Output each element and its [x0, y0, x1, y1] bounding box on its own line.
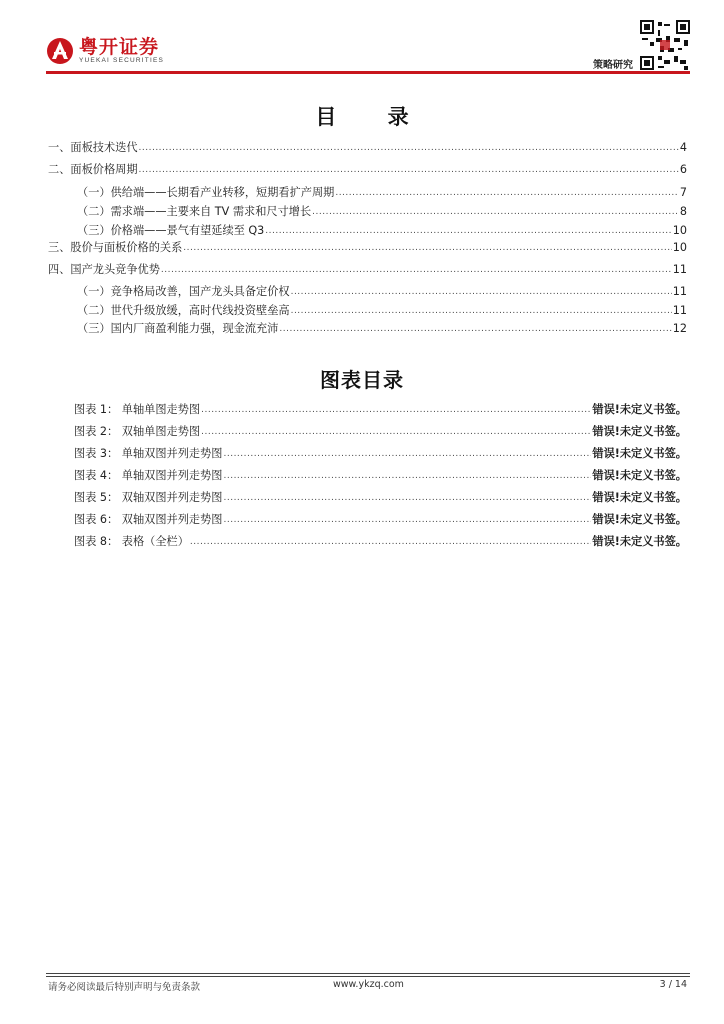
toc-title: 目 录: [315, 105, 431, 129]
toc-entry[interactable]: 二、面板价格周期 ..... 6: [48, 163, 687, 177]
figure-entry[interactable]: 图表 3： 单轴双图并列走势图 ..... 错误!未定义书签。: [74, 447, 687, 461]
logo-chinese-name: 粤开证券: [79, 36, 160, 58]
toc-entry[interactable]: 一、面板技术迭代 ..... 4: [48, 141, 687, 155]
toc-entry[interactable]: （一）竞争格局改善，国产龙头具备定价权 ..... 11: [77, 285, 687, 299]
toc-entry[interactable]: （二）需求端——主要来自 TV 需求和尺寸增长 ..... 8: [77, 205, 687, 219]
toc-entry[interactable]: 四、国产龙头竞争优势 ..... 11: [48, 263, 687, 277]
footer-divider: [46, 973, 690, 974]
logo-mark-icon: [46, 37, 74, 65]
footer-divider-secondary: [46, 976, 690, 977]
figure-entry[interactable]: 图表 1： 单轴单图走势图 ..... 错误!未定义书签。: [74, 403, 687, 417]
qr-code-icon: [640, 20, 690, 70]
figure-entry[interactable]: 图表 4： 单轴双图并列走势图 ..... 错误!未定义书签。: [74, 469, 687, 483]
figure-entry[interactable]: 图表 2： 双轴单图走势图 ..... 错误!未定义书签。: [74, 425, 687, 439]
figure-entry[interactable]: 图表 5： 双轴双图并列走势图 ..... 错误!未定义书签。: [74, 491, 687, 505]
company-logo: [46, 36, 164, 66]
toc-entry[interactable]: （三）价格端——景气有望延续至 Q3 ..... 10: [77, 224, 687, 238]
toc-entry[interactable]: （二）世代升级放缓，高时代线投资壁垒高 ..... 11: [77, 304, 687, 318]
footer-page-number: 3 / 14: [659, 979, 687, 990]
section-tag: 策略研究: [593, 60, 633, 71]
figure-entry[interactable]: 图表 6： 双轴双图并列走势图 ..... 错误!未定义书签。: [74, 513, 687, 527]
logo-english-name: YUEKAI SECURITIES: [79, 57, 165, 64]
toc-entry[interactable]: （一）供给端——长期看产业转移，短期看扩产周期 ..... 7: [77, 186, 687, 200]
toc-entry[interactable]: （三）国内厂商盈利能力强，现金流充沛 ..... 12: [77, 322, 687, 336]
toc-entry[interactable]: 三、股价与面板价格的关系 ..... 10: [48, 241, 687, 255]
header-divider: [46, 71, 690, 74]
footer-disclaimer: 请务必阅读最后特别声明与免责条款: [48, 982, 201, 993]
figures-title: 图表目录: [320, 368, 404, 392]
footer-website-link[interactable]: www.ykzq.com: [333, 979, 404, 990]
figure-entry[interactable]: 图表 8： 表格（全栏） ..... 错误!未定义书签。: [74, 535, 687, 549]
